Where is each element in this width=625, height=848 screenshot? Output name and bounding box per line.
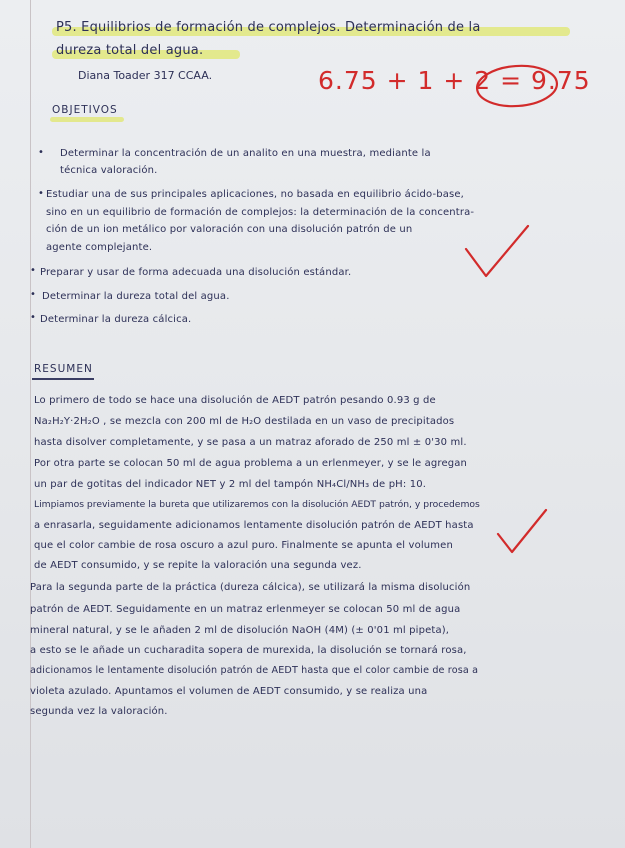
resumen-line: adicionamos le lentamente disolución patrón de AEDT hasta que el color cambie de rosa a bbox=[30, 665, 479, 676]
resumen-line: Na₂H₂Y·2H₂O , se mezcla con 200 ml de H₂O destilada en un vaso de precipitados bbox=[34, 416, 455, 427]
bullet-dot: • bbox=[30, 265, 36, 276]
resumen-line: Para la segunda parte de la práctica (dureza cálcica), se utilizará la misma disolución bbox=[30, 582, 471, 593]
bullet-dot: • bbox=[38, 147, 44, 158]
resumen-line: Limpiamos previamente la bureta que utilizaremos con la disolución AEDT patrón, y procedemos bbox=[34, 499, 480, 510]
resumen-heading: RESUMEN bbox=[34, 363, 93, 375]
resumen-line: que el color cambie de rosa oscuro a azul puro. Finalmente se apunta el volumen bbox=[34, 540, 453, 551]
page-title-line-1: P5. Equilibrios de formación de complejos. Determinación de la bbox=[56, 20, 481, 35]
objetivo-1-line-1: Determinar la concentración de un analito en una muestra, mediante la bbox=[60, 148, 431, 159]
objetivos-heading: OBJETIVOS bbox=[52, 104, 118, 116]
objetivo-1-line-2: técnica valoración. bbox=[60, 165, 158, 176]
objetivo-3: Preparar y usar de forma adecuada una disolución estándar. bbox=[40, 267, 352, 278]
page-title-line-2: dureza total del agua. bbox=[56, 43, 204, 58]
objetivo-2-line-2: sino en un equilibrio de formación de complejos: la determinación de la concentra- bbox=[46, 207, 475, 218]
resumen-line: mineral natural, y se le añaden 2 ml de disolución NaOH (4M) (± 0'01 ml pipeta), bbox=[30, 625, 450, 636]
resumen-line: Por otra parte se colocan 50 ml de agua problema a un erlenmeyer, y se le agregan bbox=[34, 458, 468, 469]
checkmark-icon bbox=[498, 510, 546, 552]
checkmark-icon bbox=[466, 226, 528, 276]
author-name: Diana Toader 317 CCAA. bbox=[78, 69, 213, 82]
grade-score: 6.75 + 1 + 2 = 9.75 bbox=[318, 66, 591, 95]
resumen-line: a enrasarla, seguidamente adicionamos lentamente disolución patrón de AEDT hasta bbox=[34, 520, 474, 531]
objetivo-4: Determinar la dureza total del agua. bbox=[42, 291, 230, 302]
bullet-dot: • bbox=[38, 188, 44, 199]
resumen-line: patrón de AEDT. Seguidamente en un matraz erlenmeyer se colocan 50 ml de agua bbox=[30, 604, 461, 615]
grade-circle bbox=[476, 63, 559, 108]
objetivo-2-line-4: agente complejante. bbox=[46, 242, 153, 253]
resumen-line: violeta azulado. Apuntamos el volumen de AEDT consumido, y se realiza una bbox=[30, 686, 428, 697]
resumen-line: de AEDT consumido, y se repite la valoración una segunda vez. bbox=[34, 560, 362, 571]
objetivo-2-line-3: ción de un ion metálico por valoración con una disolución patrón de un bbox=[46, 224, 413, 235]
resumen-line: un par de gotitas del indicador NET y 2 ml del tampón NH₄Cl/NH₃ de pH: 10. bbox=[34, 479, 427, 490]
bullet-dot: • bbox=[30, 289, 36, 300]
resumen-line: a esto se le añade un cucharadita sopera de murexida, la disolución se tornará rosa, bbox=[30, 645, 467, 656]
bullet-dot: • bbox=[30, 312, 36, 323]
objetivo-5: Determinar la dureza cálcica. bbox=[40, 314, 192, 325]
resumen-line: segunda vez la valoración. bbox=[30, 706, 168, 717]
resumen-line: hasta disolver completamente, y se pasa a un matraz aforado de 250 ml ± 0'30 ml. bbox=[34, 437, 467, 448]
objetivo-2-line-1: Estudiar una de sus principales aplicaciones, no basada en equilibrio ácido-base, bbox=[46, 189, 464, 200]
resumen-line: Lo primero de todo se hace una disolución de AEDT patrón pesando 0.93 g de bbox=[34, 395, 436, 406]
